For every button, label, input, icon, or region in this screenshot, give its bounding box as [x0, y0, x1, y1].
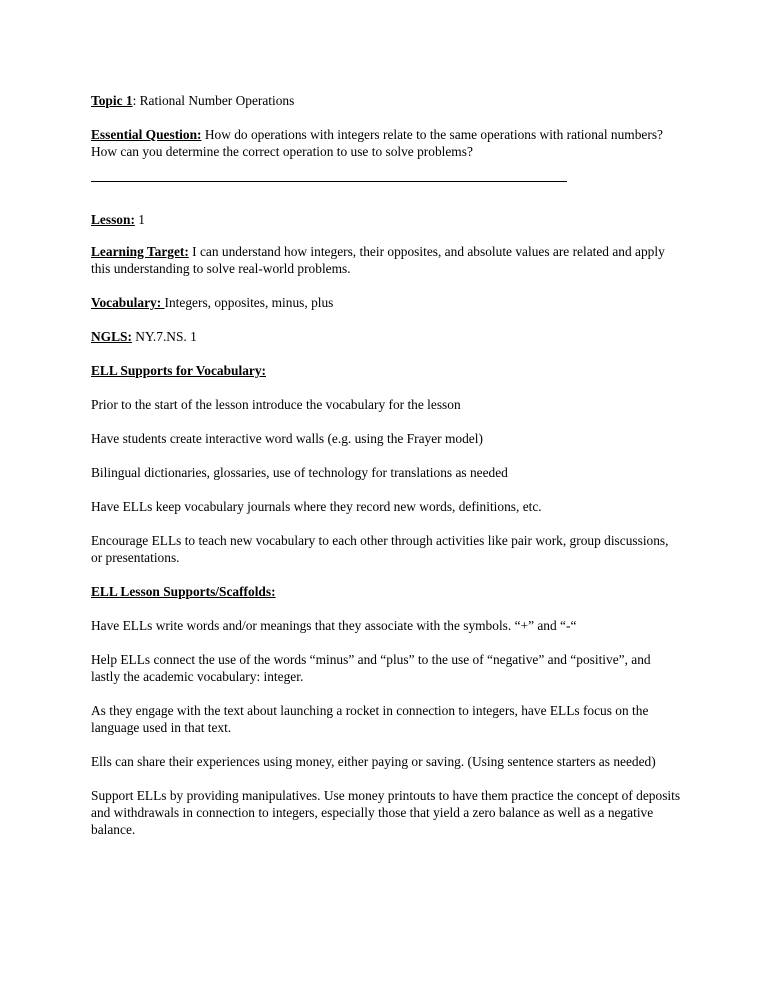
- ell-vocab-item: Encourage ELLs to teach new vocabulary to each other through activities like pair work, group discussions, or presentations.: [91, 533, 669, 565]
- ell-vocab-item: Have ELLs keep vocabulary journals where they record new words, definitions, etc.: [91, 499, 542, 514]
- lesson-text: 1: [134, 212, 145, 227]
- essential-question-text: How do operations with integers relate to the same operations with rational numbers? How can you determine the correct operation to use to solve problems?: [91, 127, 663, 159]
- ell-vocab-item: Bilingual dictionaries, glossaries, use of technology for translations as needed: [91, 465, 508, 480]
- ell-lesson-item: Ells can share their experiences using money, either paying or saving. (Using sentence starters as needed): [91, 754, 656, 769]
- ngls-text: NY.7.NS. 1: [131, 329, 197, 344]
- topic-label: Topic 1: [91, 93, 133, 108]
- ell-lesson-heading: ELL Lesson Supports/Scaffolds:: [91, 584, 276, 599]
- ell-lesson-item: Help ELLs connect the use of the words “minus” and “plus” to the use of “negative” and “positive”, and lastly the academic vocabulary: integer.: [91, 652, 651, 684]
- vocabulary-text: Integers, opposites, minus, plus: [164, 295, 334, 310]
- essential-question-label: Essential Question:: [91, 127, 202, 142]
- topic-line: [91, 92, 681, 109]
- essential-question: [91, 126, 681, 160]
- lesson-label: Lesson:: [91, 212, 135, 227]
- ell-vocab-item: Prior to the start of the lesson introduce the vocabulary for the lesson: [91, 397, 461, 412]
- ell-lesson-item: Have ELLs write words and/or meanings that they associate with the symbols. “+” and “-“: [91, 618, 577, 633]
- ell-vocab-heading: ELL Supports for Vocabulary:: [91, 363, 266, 378]
- ell-lesson-item: As they engage with the text about launching a rocket in connection to integers, have ELLs focus on the language used in that text.: [91, 703, 649, 735]
- lesson-line: [91, 211, 681, 228]
- ngls-line: [91, 328, 681, 345]
- vocabulary-line: [91, 294, 681, 311]
- ell-vocab-item: Have students create interactive word walls (e.g. using the Frayer model): [91, 431, 483, 446]
- learning-target: [91, 243, 681, 277]
- topic-text: : Rational Number Operations: [132, 93, 295, 108]
- ngls-label: NGLS:: [91, 329, 132, 344]
- vocabulary-label: Vocabulary:: [91, 295, 165, 310]
- ell-lesson-item: Support ELLs by providing manipulatives. Use money printouts to have them practice the concept of deposits and withdrawals in connection to integers, especially those that yield a zero balance as well as a negative balance.: [91, 788, 681, 837]
- learning-target-label: Learning Target:: [91, 244, 189, 259]
- divider-line: [91, 181, 567, 182]
- learning-target-text: I can understand how integers, their opposites, and absolute values are related and apply this understanding to solve real-world problems.: [91, 244, 665, 276]
